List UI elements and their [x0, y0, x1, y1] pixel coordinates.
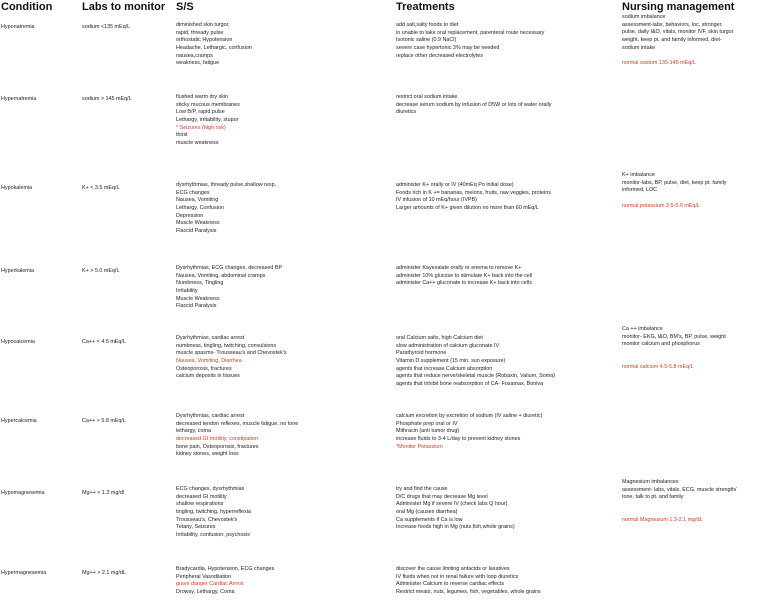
nursing-line: pulse, daily I&O, vitals, monitor IVF, skin turgor	[622, 29, 734, 36]
condition-name: Hypocalcemia	[1, 339, 35, 345]
treatment-line: calcium excretion by excretion of sodium (IV saline + diuretic)	[396, 413, 543, 419]
symptom-line: Numbness, Tingling	[176, 280, 224, 287]
nursing-line: normal potassium 3.5-5.0 mEq/L	[622, 202, 700, 209]
symptom-line: bone pain, Osteoporosis, fractures	[176, 443, 259, 450]
symptom-line: * Seizures (high risk)	[176, 124, 226, 131]
treatments-cell	[396, 566, 541, 597]
symptom-line: Dysrhythmias, cardiac arrest	[176, 335, 245, 341]
symptom-line: shallow respirations	[176, 501, 224, 508]
treatment-line: restrict oral sodium intake	[396, 94, 458, 100]
condition-name: Hypercalcemia	[1, 418, 37, 424]
lab-value: sodium > 145 mEq/L	[82, 96, 132, 102]
treatment-line: diuretics	[396, 109, 417, 116]
lab-value: Ca++ < 4.5 mEq/L	[82, 339, 126, 345]
treatments-cell	[396, 22, 544, 60]
treatments-cell	[396, 94, 552, 117]
treatment-line: agents that inhibit bone reabsorption of CA- Fosamax, Boniva	[396, 380, 544, 387]
treatment-line: administer K+ orally or IV (40mEq Po initial dose)	[396, 182, 514, 188]
treatments-cell	[396, 486, 515, 532]
symptom-line: nausea,cramps	[176, 52, 213, 59]
symptom-line: Lethargy, Confusion	[176, 204, 224, 211]
nursing-line: weight, keep pt. and family informed, diet-	[622, 36, 722, 43]
signs-symptoms-cell	[176, 413, 298, 459]
treatment-line: Administer Calcium to reverse cardiac effects	[396, 581, 505, 588]
treatments-cell	[396, 182, 551, 213]
nursing-cell	[622, 172, 726, 210]
lab-value: K+ < 3.5 mEq/L	[82, 185, 120, 191]
treatment-line: discover the cause limiting antacids or laxatives	[396, 566, 510, 572]
condition-name: Hypermagnesemia	[1, 570, 47, 576]
header-nursing: Nursing management	[622, 1, 735, 13]
symptom-line: muscle weakness	[176, 139, 219, 146]
condition-name: Hyperkalemia	[1, 268, 34, 274]
symptom-line: kidney stones, weight loss	[176, 451, 239, 458]
treatment-line: replace other decreased electrolytes	[396, 52, 483, 59]
symptom-line: diminished skin turgor,	[176, 22, 230, 28]
nursing-line: normal calcium 4.5-5.8 mEq/L	[622, 364, 694, 371]
signs-symptoms-cell	[176, 265, 282, 311]
symptom-line: Nausea, Vomiting, abdominal cramps	[176, 272, 266, 279]
symptom-line: calcium deposits in tissues	[176, 373, 240, 380]
header-condition: Condition	[1, 1, 53, 13]
treatment-line: Mithracin (anti tumor drug)	[396, 428, 460, 435]
treatment-line: administer 10% glucose to stimulate K+ back into the cell	[396, 272, 533, 279]
treatments-cell	[396, 335, 555, 389]
nursing-cell	[622, 326, 726, 372]
nursing-line: sodium intake	[622, 44, 656, 51]
nursing-line: monitor- EKG, I&O, BM's, BP, pulse, weight	[622, 333, 726, 340]
condition-name: Hypernatremia	[1, 96, 37, 102]
nursing-line: sodium imbalance	[622, 14, 666, 20]
treatments-cell	[396, 413, 542, 451]
nursing-line: informed, LOC	[622, 187, 658, 194]
signs-symptoms-cell	[176, 22, 252, 68]
symptom-line: Irritability	[176, 287, 198, 294]
nursing-line	[622, 349, 726, 357]
symptom-line: Trousseau's, Chevostek's	[176, 516, 238, 523]
symptom-line: Peripheral Vasodilation	[176, 573, 232, 580]
treatment-line: Ca supplements if Ca is low	[396, 516, 463, 523]
lab-value: Ca++ > 5.8 mEq/L	[82, 418, 126, 424]
symptom-line: thirst	[176, 132, 188, 139]
nursing-line: Ca ++ imbalance	[622, 326, 663, 332]
treatment-line: agents that reduce nerve/skeletal muscle (Robaxin, Valium, Soma)	[396, 373, 555, 380]
symptom-line: muscle spasms- Trousseau's and Chevostek's	[176, 350, 287, 357]
header-treatments: Treatments	[396, 1, 455, 13]
symptom-line: Depression	[176, 212, 204, 219]
treatment-line: increase fluids to 3-4 L/day to prevent kidney stones	[396, 435, 521, 442]
treatments-cell	[396, 265, 532, 288]
nursing-line: monitor-labs, BP, pulse, diet, keep pt. family	[622, 179, 727, 186]
treatment-line: IV infusion of 10 mEq/hour (IVPB)	[396, 197, 477, 204]
symptom-line: dysrhythmias, thready pulse,shallow resp.	[176, 182, 277, 188]
treatment-line: agents that increase Calcium absorption	[396, 365, 493, 372]
signs-symptoms-cell	[176, 566, 274, 597]
symptom-line: decreased tendon reflexes, muscle fatigue, no tone	[176, 420, 299, 427]
condition-name: Hypomagnesemia	[1, 490, 45, 496]
nursing-line: Magnesium imbalances	[622, 479, 679, 485]
treatment-line: try and find the cause	[396, 486, 448, 492]
header-labs: Labs to monitor	[82, 1, 166, 13]
symptom-line: Muscle Weakness	[176, 220, 220, 227]
condition-name: Hypokalemia	[1, 185, 33, 191]
symptom-line: Low B/P, rapid pulse	[176, 109, 225, 116]
symptom-line: grave danger Cardiac Arrest	[176, 581, 244, 588]
lab-value: K+ > 5.0 mEq/L	[82, 268, 120, 274]
nursing-line: tone, talk to pt. and family	[622, 494, 684, 501]
symptom-line: Muscle Weakness	[176, 295, 220, 302]
nursing-line	[622, 502, 736, 510]
symptom-line: Flaccid Paralysis	[176, 303, 217, 310]
treatment-line: Increase foods high in Mg (nuts,fish,whole grains)	[396, 524, 515, 531]
treatment-line: decrease serum sodium by infusion of D5W or lots of water orally	[396, 101, 552, 108]
symptom-line: numbness, tingling, twitching, convulsions	[176, 342, 277, 349]
nursing-line: normal sodium 135-145 mEq/L	[622, 59, 696, 66]
symptom-line: sticky mucous membranes	[176, 101, 240, 108]
treatment-line: Phosphate prep oral or IV	[396, 420, 458, 427]
symptom-line: tingling, twitching, hyperreflexia	[176, 508, 251, 515]
symptom-line: rapid, thready pulse	[176, 29, 224, 36]
signs-symptoms-cell	[176, 335, 287, 381]
nursing-line: assessment-labs, behaviors, loc, stronger,	[622, 21, 723, 28]
nursing-line	[622, 357, 726, 365]
treatment-line: slow administration of calcium gluconate IV	[396, 342, 500, 349]
treatment-line: oral Calcium salts, high Calcium diet	[396, 335, 483, 341]
symptom-line: Nausea, Vomiting	[176, 197, 219, 204]
symptom-line: Nausea, Vomiting, Diarrhea	[176, 357, 242, 364]
symptom-line: Drowsy, Lethargy, Coma	[176, 588, 235, 595]
signs-symptoms-cell	[176, 182, 276, 236]
symptom-line: Tetany, Seizures	[176, 524, 216, 531]
treatment-line: add salt,salty foods to diet	[396, 22, 459, 28]
treatment-line: Vitamin D supplement (15 min. sun exposure)	[396, 357, 506, 364]
symptom-line: Dysrhythmias, ECG changes, decreased BP	[176, 265, 283, 271]
symptom-line: Flaccid Paralysis	[176, 227, 217, 234]
treatment-line: Parathyroid hormone	[396, 350, 447, 357]
nursing-cell	[622, 479, 736, 525]
lab-value: Mg++ < 1.3 mg/dl	[82, 490, 125, 496]
nursing-line	[622, 510, 736, 518]
symptom-line: Headache, Lethargic, confusion	[176, 44, 252, 51]
symptom-line: Dysrhythmias, cardiac arrest	[176, 413, 245, 419]
nursing-line	[622, 52, 733, 60]
treatment-line: administer Kayexalate orally or enema to remove K+	[396, 265, 522, 271]
nursing-line	[622, 195, 726, 203]
nursing-line: monitor calcium and phosphorus	[622, 341, 700, 348]
nursing-line: assessment- labs, vitals, ECG, muscle strength/	[622, 486, 737, 493]
treatment-line: Restrict meats, nuts, legumes, fish, vegetables, whole grains	[396, 588, 541, 595]
lab-value: sodium <135 mEq/L	[82, 24, 131, 30]
symptom-line: lethargy, coma	[176, 428, 211, 435]
signs-symptoms-cell	[176, 486, 251, 540]
symptom-line: Irritability, confusion, psychosis	[176, 531, 250, 538]
symptom-line: decreased GI motility, constipation	[176, 435, 258, 442]
signs-symptoms-cell	[176, 94, 240, 148]
treatment-line: IV fluids when not in renal failure with loop diuretics	[396, 573, 519, 580]
symptom-line: orthostatic Hypotension	[176, 37, 233, 44]
symptom-line: flushed warm dry skin	[176, 94, 229, 100]
treatment-line: Larger amounts of K+ given dilution no more than 60 mEq/L	[396, 204, 539, 211]
treatment-line: *Monitor Potassium	[396, 443, 443, 450]
treatment-line: in unable to take oral replacement, parenteral route necessary	[396, 29, 545, 36]
symptom-line: decreased GI motility	[176, 493, 227, 500]
treatment-line: D/C drugs that may decrease Mg level	[396, 493, 488, 500]
lab-value: Mg++ > 2.1 mg/dL	[82, 570, 126, 576]
nursing-cell	[622, 14, 733, 68]
treatment-line: severe case hypertonic 3% may be needed	[396, 44, 500, 51]
symptom-line: Bradycardia, Hypotension, ECG changes	[176, 566, 275, 572]
nursing-line: K+ imbalance	[622, 172, 655, 178]
treatment-line: Foods rich in K += bananas, melons, fruits, raw veggies, proteins	[396, 189, 551, 196]
header-ss: S/S	[176, 1, 194, 13]
symptom-line: Lethargy, irritability, stupor	[176, 116, 239, 123]
symptom-line: Osteoporosis, fractures	[176, 365, 232, 372]
treatment-line: Isotonic saline (0.9 NaCl)	[396, 37, 457, 44]
treatment-line: Administer Mg if severe IV (check labs Q hour)	[396, 501, 508, 508]
treatment-line: administer Ca++ gluconate to increase K+ back into cells	[396, 280, 532, 287]
nursing-line: normal Magnesium 1.3-2.1 mg/dL	[622, 517, 703, 524]
symptom-line: weakness, fatigue	[176, 60, 220, 67]
treatment-line: oral Mg (causes diarrhea)	[396, 508, 458, 515]
symptom-line: ECG changes, dysrhythmias	[176, 486, 245, 492]
symptom-line: ECG changes	[176, 189, 210, 196]
condition-name: Hyponatremia	[1, 24, 35, 30]
